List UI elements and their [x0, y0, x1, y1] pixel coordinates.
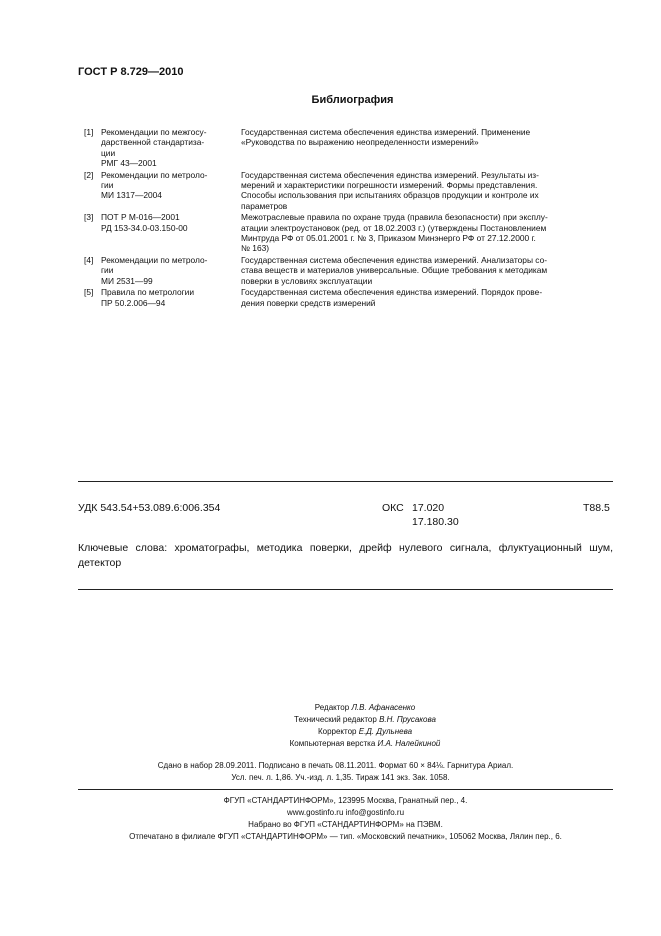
- credit-name: Е.Д. Дульнева: [358, 727, 413, 736]
- bibliography-title: [0, 94, 661, 106]
- entry-source: [101, 127, 241, 169]
- publisher-line-4: Отпечатано в филиале ФГУП «СТАНДАРТИНФОРМ» — тип. «Московский печатник», 105062 Москва, Лялин пер., 6.: [129, 832, 562, 841]
- entry-title-line: атации электроустановок (ред. от 18.02.2003 г.) (утверждены Постановлением: [241, 222, 547, 233]
- entry-title-line: дения поверки средств измерений: [241, 297, 376, 308]
- bibliography-entry: [84, 170, 612, 212]
- credit-role: Редактор: [314, 703, 350, 712]
- entry-source-line: РМГ 43—2001: [101, 158, 157, 169]
- entry-source-line: Правила по метрологии: [101, 287, 195, 298]
- keywords-label: Ключевые слова:: [78, 542, 168, 554]
- entry-source: [101, 287, 241, 308]
- print-info-line-1: Сдано в набор 28.09.2011. Подписано в печать 08.11.2011. Формат 60 × 84⅛. Гарнитура Ариал.: [157, 761, 514, 770]
- entry-number: [2]: [84, 169, 94, 180]
- entry-title: [241, 212, 612, 254]
- credit-name: В.Н. Прусакова: [379, 715, 436, 724]
- entry-source-line: гии: [101, 265, 114, 276]
- entry-title-line: Межотраслевые правила по охране труда (правила безопасности) при эксплу-: [241, 212, 548, 223]
- entry-title: [241, 287, 612, 308]
- entry-title: [241, 255, 612, 286]
- entry-title-line: Государственная система обеспечения единства измерений. Порядок прове-: [241, 287, 543, 298]
- entry-number: [4]: [84, 254, 94, 265]
- entry-source-line: МИ 2531—99: [101, 275, 153, 286]
- entry-title-line: поверки в условиях эксплуатации: [241, 275, 373, 286]
- entry-source-line: ПР 50.2.006—94: [101, 297, 166, 308]
- bibliography-entry: [84, 287, 612, 308]
- entry-title: [241, 170, 612, 212]
- divider-bottom: [78, 589, 613, 590]
- entry-source-line: Рекомендации по метроло-: [101, 254, 208, 265]
- bibliography-entry: [84, 255, 612, 286]
- credit-name: Л.В. Афанасенко: [351, 703, 416, 712]
- entry-title-line: Государственная система обеспечения единства измерений. Применение: [241, 127, 531, 137]
- credit-role: Технический редактор: [294, 715, 377, 724]
- print-info: [78, 760, 613, 784]
- oks-code-2: 17.180.30: [412, 516, 459, 528]
- entry-title-line: Минтруда РФ от 05.01.2001 г. № 3, Приказом Минэнерго РФ от 27.12.2000 г.: [241, 233, 536, 244]
- entry-title-line: мерений и характеристики погрешности измерений. Формы представления.: [241, 180, 538, 191]
- divider-imprint: [78, 789, 613, 790]
- entry-source-line: МИ 1317—2004: [101, 190, 162, 201]
- entry-title-line: Государственная система обеспечения единства измерений. Результаты из-: [241, 169, 539, 180]
- credits: [200, 702, 530, 750]
- oks-code-1: 17.020: [412, 502, 445, 514]
- oks-label: ОКС: [382, 502, 404, 514]
- entry-title-line: № 163): [241, 243, 270, 254]
- entry-source-line: ции: [101, 147, 116, 158]
- credit-name: И.А. Налейкиной: [377, 739, 441, 748]
- entry-number: [1]: [84, 127, 94, 137]
- bibliography-list: [84, 127, 612, 309]
- credit-role: Корректор: [317, 727, 357, 736]
- entry-source: [101, 212, 241, 254]
- entry-title: [241, 127, 612, 169]
- publisher-line-2: www.gostinfo.ru info@gostinfo.ru: [286, 808, 405, 817]
- entry-source: [101, 170, 241, 212]
- publisher-line-1: ФГУП «СТАНДАРТИНФОРМ», 123995 Москва, Гранатный пер., 4.: [223, 796, 468, 805]
- entry-source-line: Рекомендации по метроло-: [101, 169, 208, 180]
- credit-line: [200, 714, 530, 726]
- bibliography-entry: [84, 127, 612, 169]
- entry-number: [3]: [84, 212, 94, 223]
- entry-title-line: Способы использования при испытаниях образцов продукции и контроле их: [241, 190, 539, 201]
- publisher-info: [78, 795, 613, 843]
- bibliography-title-text: Библиография: [311, 94, 394, 106]
- keywords: [78, 541, 613, 571]
- credit-line: [200, 726, 530, 738]
- entry-title-line: «Руководства по выражению неопределенности измерений»: [241, 137, 479, 148]
- print-info-line-2: Усл. печ. л. 1,86. Уч.-изд. л. 1,35. Тираж 141 экз. Зак. 1058.: [231, 773, 450, 782]
- entry-source-line: РД 153-34.0-03.150-00: [101, 222, 188, 233]
- t-code: Т88.5: [583, 502, 610, 514]
- keywords-text: хроматографы, методика поверки, дрейф нулевого сигнала, флуктуационный шум, детектор: [78, 542, 613, 569]
- entry-number: [5]: [84, 287, 94, 298]
- divider-top: [78, 481, 613, 482]
- entry-source: [101, 255, 241, 286]
- entry-source-line: гии: [101, 180, 114, 191]
- bibliography-entry: [84, 212, 612, 254]
- entry-title-line: става веществ и материалов универсальные. Общие требования к методикам: [241, 265, 548, 276]
- entry-source-line: дарственной стандартиза-: [101, 137, 205, 148]
- standard-header: ГОСТ Р 8.729—2010: [78, 66, 184, 78]
- credit-line: [200, 738, 530, 750]
- entry-title-line: параметров: [241, 200, 288, 211]
- credit-line: [200, 702, 530, 714]
- publisher-line-3: Набрано во ФГУП «СТАНДАРТИНФОРМ» на ПЭВМ.: [248, 820, 443, 829]
- entry-source-line: ПОТ Р М-016—2001: [101, 212, 180, 223]
- entry-source-line: Рекомендации по межгосу-: [101, 127, 207, 137]
- entry-title-line: Государственная система обеспечения единства измерений. Анализаторы со-: [241, 254, 548, 265]
- credit-role: Компьютерная верстка: [289, 739, 376, 748]
- udk-code: УДК 543.54+53.089.6:006.354: [78, 502, 221, 514]
